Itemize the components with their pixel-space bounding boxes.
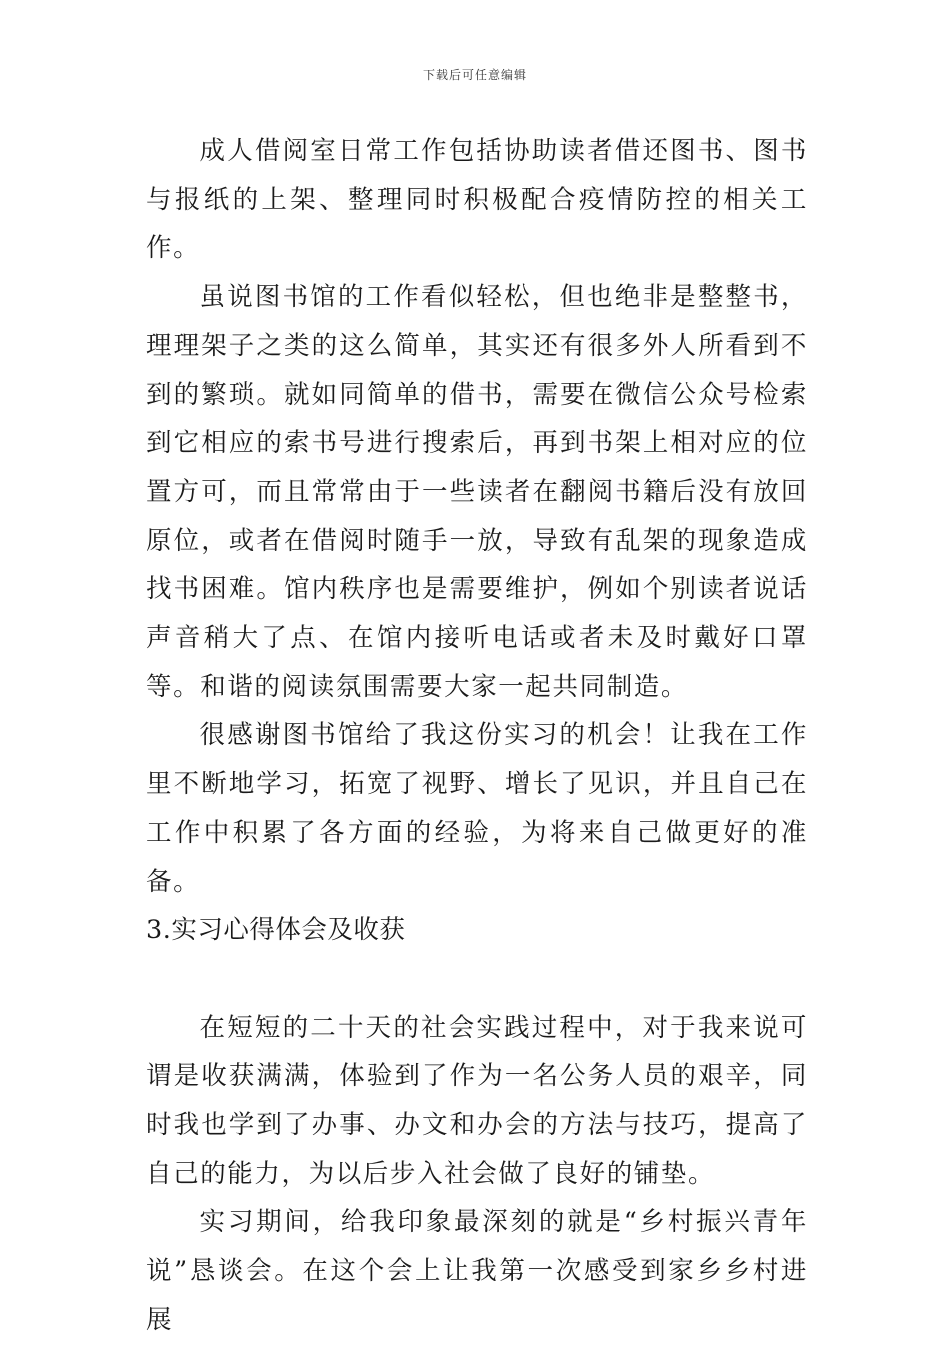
blank-line [146, 955, 808, 1004]
paragraph-3: 很感谢图书馆给了我这份实习的机会！让我在工作里不断地学习，拓宽了视野、增长了见识，并且自己在工作中积累了各方面的经验，为将来自己做更好的准备。 [146, 720, 808, 897]
paragraph-5: 实习期间，给我印象最深刻的就是“乡村振兴青年说”恳谈会。在这个会上让我第一次感受到家乡乡村进展 [146, 1207, 808, 1335]
document-body [146, 127, 808, 1345]
section-heading: 3.实习心得体会及收获 [146, 915, 406, 946]
paragraph-4: 在短短的二十天的社会实践过程中，对于我来说可谓是收获满满，体验到了作为一名公务人员的艰辛，同时我也学到了办事、办文和办会的方法与技巧，提高了自己的能力，为以后步入社会做了良好的铺垫。 [146, 1012, 808, 1189]
header-note: 下载后可任意编辑 [422, 68, 527, 82]
paragraph-1: 成人借阅室日常工作包括协助读者借还图书、图书与报纸的上架、整理同时积极配合疫情防控的相关工作。 [146, 136, 808, 264]
paragraph-2: 虽说图书馆的工作看似轻松，但也绝非是整整书，理理架子之类的这么简单，其实还有很多外人所看到不到的繁琐。就如同简单的借书，需要在微信公众号检索到它相应的索书号进行搜索后，再到书架上相对应的位置方可，而且常常由于一些读者在翻阅书籍后没有放回原位，或者在借阅时随手一放，导致有乱架的现象造成找书困难。馆内秩序也是需要维护，例如个别读者说话声音稍大了点、在馆内接听电话或者未及时戴好口罩等。和谐的阅读氛围需要大家一起共同制造。 [146, 282, 808, 702]
